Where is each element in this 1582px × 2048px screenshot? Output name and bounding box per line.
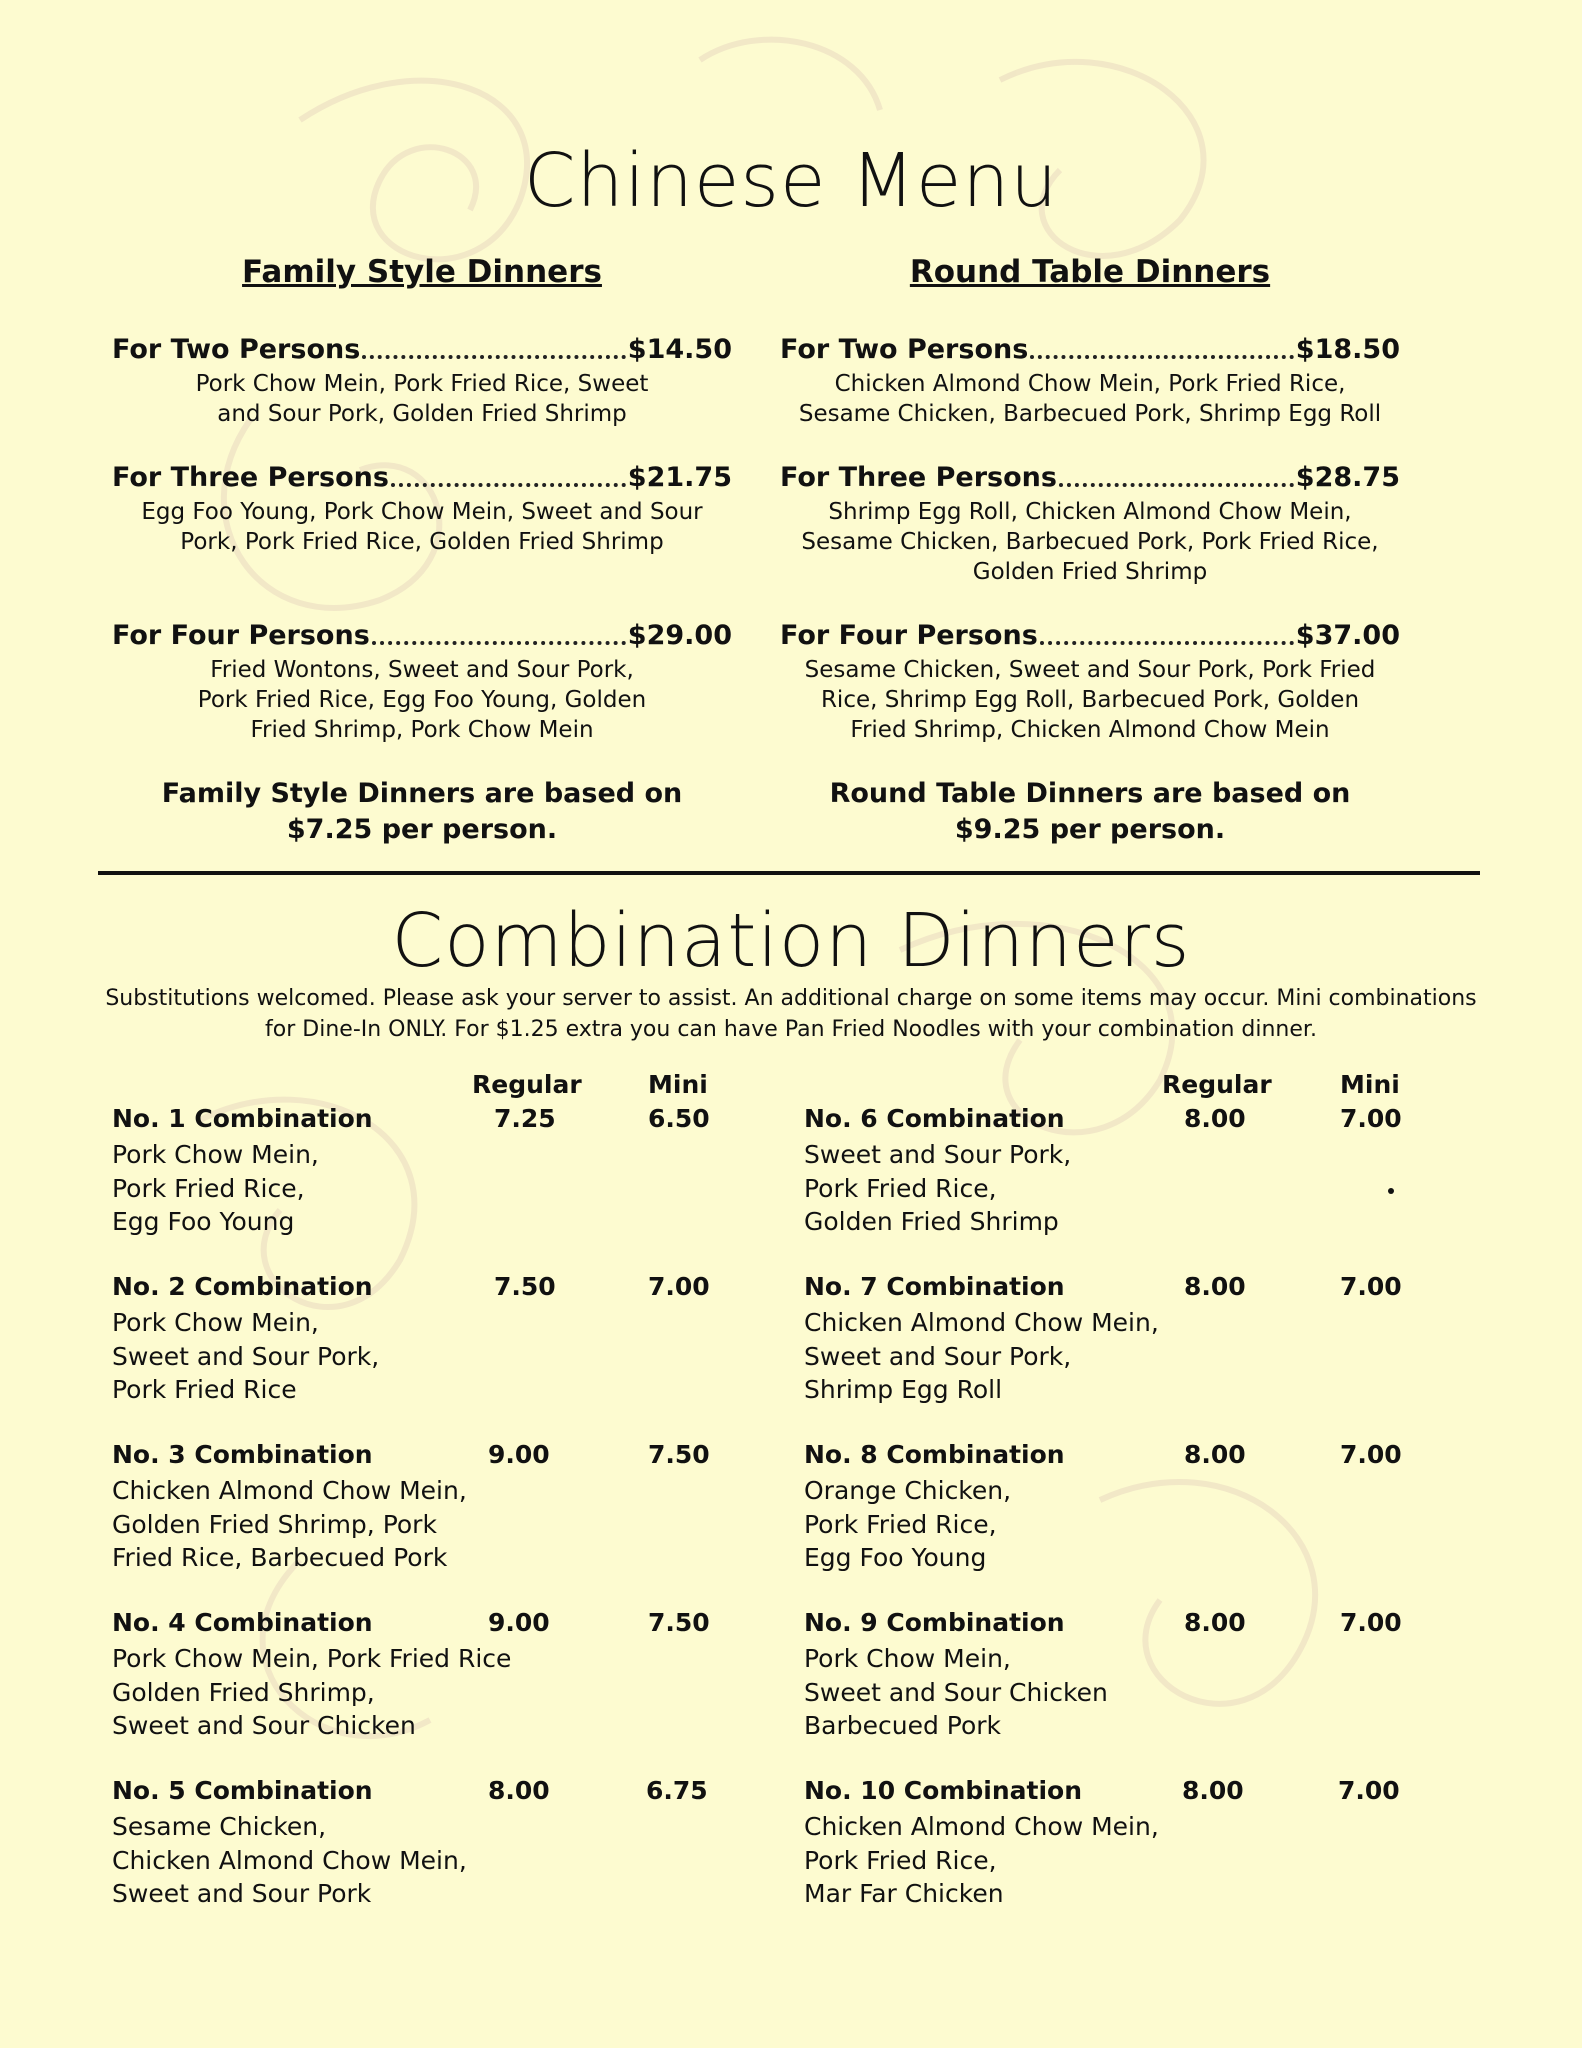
page-title: Chinese Menu: [523, 138, 1059, 224]
combo-item-line: Egg Foo Young: [112, 1207, 295, 1236]
combo-items: [804, 1810, 1159, 1911]
section-divider: [98, 871, 1480, 875]
combo-regular-price: 8.00: [1184, 1440, 1246, 1469]
combo-regular-price: 9.00: [488, 1608, 550, 1637]
combo-item-line: Sweet and Sour Pork: [112, 1879, 372, 1908]
combo-regular-price: 8.00: [1184, 1608, 1246, 1637]
deal-description: Sesame Chicken, Sweet and Sour Pork, Pork Fried Rice, Shrimp Egg Roll, Barbecued Pork, Golden Fried Shrimp, Chicken Almond Chow Mein: [804, 657, 1376, 743]
combo-mini-price: 7.00: [648, 1272, 710, 1301]
combo-items: [804, 1474, 1011, 1575]
basis-line: Round Table Dinners are based on: [829, 778, 1351, 809]
combo-items: [112, 1810, 467, 1911]
deal-price: $29.00: [627, 620, 732, 651]
deal-name: For Four Persons: [780, 620, 1038, 651]
round-table-heading: Round Table Dinners: [909, 254, 1271, 290]
family-deal-two: [112, 334, 732, 429]
stray-dot-mark: [1388, 1188, 1394, 1194]
combo-item-line: Sweet and Sour Pork,: [804, 1341, 1072, 1371]
combo-mini-price: 7.00: [1338, 1776, 1400, 1805]
combo-name: No. 4 Combination: [112, 1608, 373, 1637]
combo-regular-price: 9.00: [488, 1440, 550, 1469]
deal-name: For Four Persons: [112, 620, 370, 651]
deal-description: Shrimp Egg Roll, Chicken Almond Chow Mein, Sesame Chicken, Barbecued Pork, Pork Fried Rice, Golden Fried Shrimp: [801, 499, 1379, 585]
dot-leader: [362, 355, 626, 359]
combo-regular-price: 8.00: [1184, 1272, 1246, 1301]
deal-name: For Two Persons: [112, 334, 361, 365]
deal-name: For Two Persons: [780, 334, 1029, 365]
combo-mini-price: 6.50: [648, 1104, 710, 1133]
round-basis-note: [780, 776, 1400, 848]
combo-regular-price: 7.50: [494, 1272, 556, 1301]
combo-item-line: Barbecued Pork: [804, 1711, 1002, 1740]
combo-regular-price: 8.00: [1182, 1776, 1244, 1805]
combo-item-line: Pork Chow Mein,: [112, 1308, 319, 1337]
combo-mini-price: 7.00: [1340, 1440, 1402, 1469]
combo-item-line: Chicken Almond Chow Mein,: [804, 1812, 1159, 1841]
family-style-heading: Family Style Dinners: [242, 254, 602, 290]
round-table-section: [780, 0, 1400, 860]
combo-items: [804, 1138, 1071, 1239]
combo-name: No. 1 Combination: [112, 1104, 373, 1133]
basis-line: $9.25 per person.: [954, 814, 1226, 845]
dot-leader: [372, 641, 626, 645]
mini-column-header: Mini: [648, 1070, 708, 1099]
combo-item-line: Pork Chow Mein,: [112, 1140, 319, 1169]
combo-item-line: Pork Fried Rice,: [804, 1845, 997, 1875]
round-deal-two: [780, 334, 1400, 429]
deal-name: For Three Persons: [780, 462, 1057, 493]
combo-item-line: Pork Fried Rice,: [804, 1173, 997, 1203]
combo-mini-price: 6.75: [646, 1776, 708, 1805]
combo-items: [112, 1642, 511, 1743]
combo-mini-price: 7.00: [1340, 1272, 1402, 1301]
combo-item-line: Pork Chow Mein,: [804, 1644, 1011, 1673]
combo-item-line: Chicken Almond Chow Mein,: [112, 1476, 467, 1505]
combo-name: No. 6 Combination: [804, 1104, 1065, 1133]
deal-name: For Three Persons: [112, 462, 389, 493]
combo-item-line: Sweet and Sour Pork,: [804, 1140, 1072, 1169]
combo-item-line: Pork Fried Rice: [112, 1375, 297, 1404]
combo-item-line: Chicken Almond Chow Mein,: [804, 1308, 1159, 1337]
combo-items: [112, 1306, 379, 1407]
combo-item-line: Sweet and Sour Chicken: [804, 1677, 1108, 1707]
combo-name: No. 9 Combination: [804, 1608, 1065, 1637]
family-deal-four: [112, 620, 732, 745]
combo-item-line: Orange Chicken,: [804, 1476, 1012, 1505]
combo-item-line: Chicken Almond Chow Mein,: [112, 1845, 467, 1875]
deal-price: $14.50: [627, 334, 732, 365]
combo-item-line: Egg Foo Young: [804, 1543, 987, 1572]
round-deal-four: [780, 620, 1400, 745]
basis-line: $7.25 per person.: [286, 814, 558, 845]
combo-item-line: Pork Fried Rice,: [112, 1173, 305, 1203]
deal-description: Egg Foo Young, Pork Chow Mein, Sweet and Sour Pork, Pork Fried Rice, Golden Fried Shrimp: [141, 499, 703, 555]
family-deal-three: [112, 462, 732, 557]
combo-name: No. 8 Combination: [804, 1440, 1065, 1469]
regular-column-header: Regular: [472, 1070, 582, 1099]
dot-leader: [391, 483, 626, 487]
family-style-section: [112, 0, 732, 860]
basis-line: Family Style Dinners are based on: [161, 778, 683, 809]
deal-price: $21.75: [627, 462, 732, 493]
combo-mini-price: 7.50: [648, 1440, 710, 1469]
combo-items: [804, 1306, 1159, 1407]
combo-mini-price: 7.50: [648, 1608, 710, 1637]
combo-item-line: Fried Rice, Barbecued Pork: [112, 1543, 448, 1572]
combination-title: Combination Dinners: [391, 898, 1191, 984]
dot-leader: [1030, 355, 1294, 359]
combo-item-line: Mar Far Chicken: [804, 1879, 1004, 1908]
combo-item-line: Sweet and Sour Chicken: [112, 1711, 416, 1740]
combo-items: [112, 1474, 467, 1575]
combo-regular-price: 8.00: [488, 1776, 550, 1805]
combo-name: No. 10 Combination: [804, 1776, 1082, 1805]
combo-item-line: Golden Fried Shrimp,: [112, 1677, 375, 1707]
dot-leader: [1040, 641, 1294, 645]
combo-item-line: Pork Chow Mein, Pork Fried Rice: [112, 1644, 512, 1673]
deal-price: $28.75: [1295, 462, 1400, 493]
deal-description: Chicken Almond Chow Mein, Pork Fried Rice, Sesame Chicken, Barbecued Pork, Shrimp Egg Roll: [798, 371, 1382, 427]
combo-mini-price: 7.00: [1340, 1608, 1402, 1637]
mini-column-header: Mini: [1340, 1070, 1400, 1099]
combo-items: [112, 1138, 319, 1239]
combo-name: No. 5 Combination: [112, 1776, 373, 1805]
dot-leader: [1059, 483, 1294, 487]
family-basis-note: [112, 776, 732, 848]
combo-item-line: Golden Fried Shrimp: [804, 1207, 1059, 1236]
substitution-note: Substitutions welcomed. Please ask your server to assist. An additional charge on some items may occur. Mini combinations for Dine-In ONLY. For $1.25 extra you can have Pan Fried Noodles with your combination dinner.: [105, 986, 1477, 1042]
combo-item-line: Sesame Chicken,: [112, 1812, 327, 1841]
combo-item-line: Shrimp Egg Roll: [804, 1375, 1003, 1404]
combo-regular-price: 8.00: [1184, 1104, 1246, 1133]
combo-name: No. 2 Combination: [112, 1272, 373, 1301]
deal-description: Pork Chow Mein, Pork Fried Rice, Sweet and Sour Pork, Golden Fried Shrimp: [195, 371, 649, 427]
deal-description: Fried Wontons, Sweet and Sour Pork, Pork Fried Rice, Egg Foo Young, Golden Fried Shrimp, Pork Chow Mein: [197, 657, 647, 743]
deal-price: $18.50: [1295, 334, 1400, 365]
combo-items: [804, 1642, 1108, 1743]
regular-column-header: Regular: [1162, 1070, 1272, 1099]
combo-item-line: Sweet and Sour Pork,: [112, 1341, 380, 1371]
combo-regular-price: 7.25: [494, 1104, 556, 1133]
round-deal-three: [780, 462, 1400, 587]
combo-mini-price: 7.00: [1340, 1104, 1402, 1133]
combo-item-line: Pork Fried Rice,: [804, 1509, 997, 1539]
deal-price: $37.00: [1295, 620, 1400, 651]
combo-name: No. 3 Combination: [112, 1440, 373, 1469]
combo-item-line: Golden Fried Shrimp, Pork: [112, 1509, 437, 1539]
combo-name: No. 7 Combination: [804, 1272, 1065, 1301]
